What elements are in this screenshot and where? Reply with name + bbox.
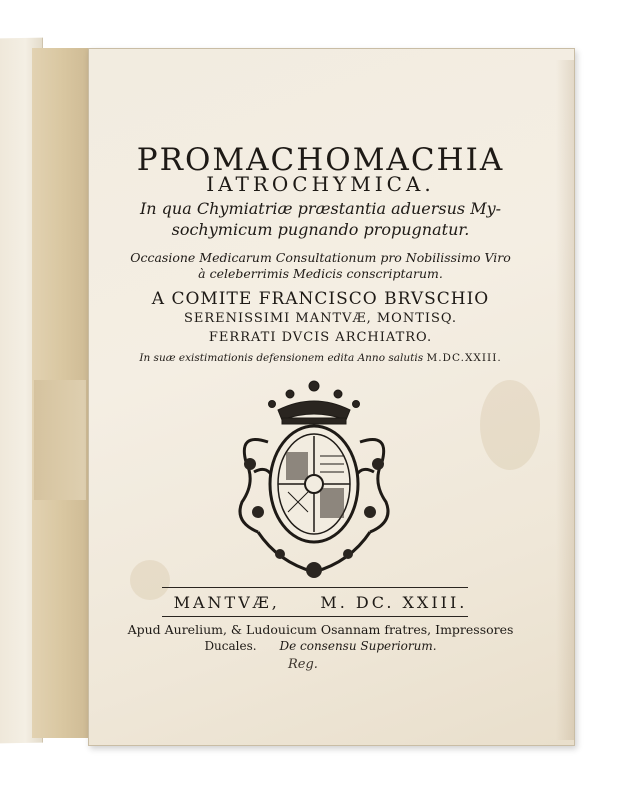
- shield-icon: [270, 426, 358, 542]
- publisher-line: Apud Aurelium, & Ludouicum Osannam fratres, Impressores: [127, 622, 514, 637]
- author-line-1: A COMITE FRANCISCO BRVSCHIO: [151, 289, 490, 309]
- foxing-stain: [480, 380, 540, 470]
- description-line-2: sochymicum pugnando propugnatur.: [171, 220, 470, 239]
- occasion-line-2: à celeberrimis Medicis conscriptarum.: [198, 266, 443, 281]
- edition-line: [0, 352, 641, 364]
- imprint-line: [0, 593, 641, 612]
- author-line-2: SERENISSIMI MANTVÆ, MONTISQ.: [183, 311, 458, 326]
- description-line-1: In qua Chymiatriæ præstantia aduersus My-: [139, 199, 502, 218]
- edition-year: M.DC.XXIII.: [426, 352, 502, 364]
- occasion-line-1: Occasione Medicarum Consultationum pro Nobilissimo Viro: [130, 250, 511, 265]
- rule-bottom: [162, 616, 468, 617]
- license-text: De consensu Superiorum.: [279, 639, 437, 653]
- book-title: PROMACHOMACHIA: [136, 142, 505, 178]
- book-subtitle: IATROCHYMICA.: [206, 172, 435, 196]
- rule-top: [162, 587, 468, 588]
- publisher-ducales: Ducales.: [204, 639, 257, 653]
- imprint-year: M. DC. XXIII.: [320, 593, 468, 612]
- crown-icon: [269, 381, 360, 424]
- manuscript-note: Reg.: [288, 657, 318, 672]
- imprint-place: MANTVÆ,: [173, 593, 280, 612]
- edition-text: In suæ existimationis defensionem edita Anno salutis: [139, 352, 424, 364]
- author-line-3: FERRATI DVCIS ARCHIATRO.: [208, 330, 433, 345]
- spine-wear: [34, 380, 86, 500]
- coat-of-arms-emblem: [228, 372, 400, 584]
- publisher-line-2: [0, 639, 641, 653]
